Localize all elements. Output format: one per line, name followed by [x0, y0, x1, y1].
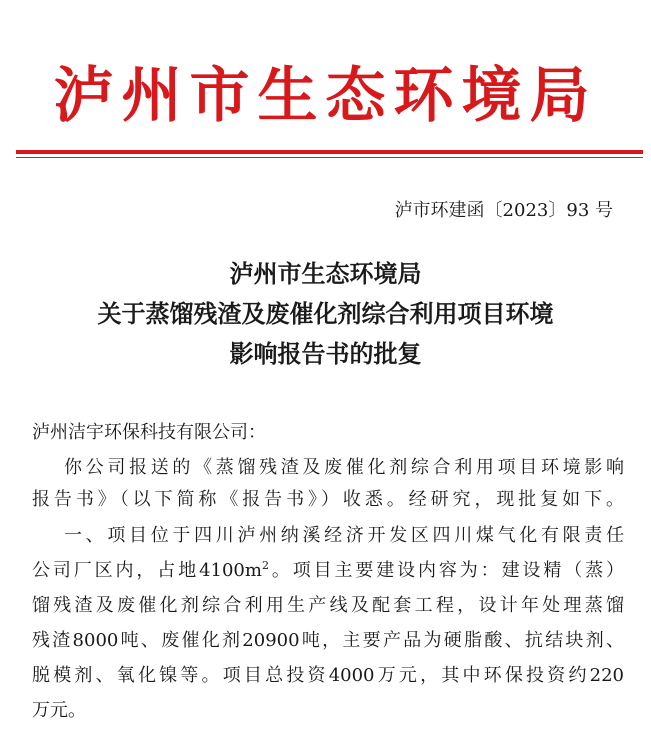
document-title-line-2: 关于蒸馏残渣及废催化剂综合利用项目环境	[97, 300, 554, 328]
document-title-line-3: 影响报告书的批复	[229, 340, 422, 368]
paragraph-2-line-5: 脱模剂、氧化镍等。项目总投资4000万元，其中环保投资约220	[32, 665, 624, 686]
paragraph-1-line-1: 你公司报送的《蒸馏残渣及废催化剂综合利用项目环境影响	[64, 457, 624, 478]
letterhead-divider-thick	[16, 150, 643, 154]
document-number: 泸市环建函〔2023〕93 号	[394, 200, 613, 221]
recipient-line: 泸州洁宇环保科技有限公司：	[32, 422, 266, 443]
paragraph-1-line-2: 报告书》（以下简称《报告书》）收悉。经研究，现批复如下。	[32, 489, 624, 510]
agency-letterhead-title: 泸州市生态环境局	[53, 61, 598, 131]
paragraph-2-line-1: 一、项目位于四川泸州纳溪经济开发区四川煤气化有限责任	[64, 525, 624, 546]
paragraph-2-line-2-text-b: 。项目主要建设内容为：建设精（蒸）	[268, 560, 624, 581]
paragraph-2-line-2	[32, 557, 624, 585]
document-title-line-1: 泸州市生态环境局	[229, 260, 422, 288]
paragraph-2-line-3: 馏残渣及废催化剂综合利用生产线及配套工程，设计年处理蒸馏	[32, 595, 624, 616]
paragraph-2-line-4: 残渣8000吨、废催化剂20900吨，主要产品为硬脂酸、抗结块剂、	[32, 630, 624, 651]
letterhead-divider-thin	[16, 157, 643, 158]
paragraph-2-line-2-text-a: 公司厂区内，占地4100m	[32, 560, 262, 581]
paragraph-2-line-6: 万元。	[32, 700, 86, 721]
area-unit-superscript: 2	[261, 559, 269, 572]
